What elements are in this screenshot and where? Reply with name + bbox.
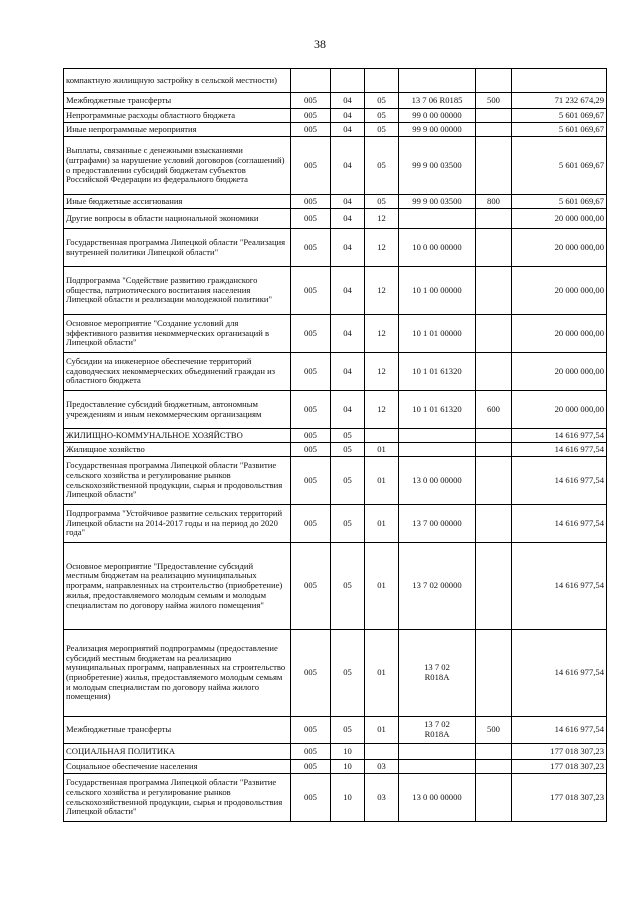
row-name: Непрограммные расходы областного бюджета [64, 109, 291, 123]
row-expense-type [476, 123, 512, 137]
row-expense-type [476, 505, 512, 543]
row-expense-type [476, 315, 512, 353]
row-ved-code: 005 [291, 717, 331, 744]
row-amount: 14 616 977,54 [512, 543, 607, 630]
row-amount: 20 000 000,00 [512, 353, 607, 391]
row-ved-code: 005 [291, 760, 331, 774]
row-ved-code: 005 [291, 630, 331, 717]
row-amount: 5 601 069,67 [512, 195, 607, 209]
row-target-code: 99 9 00 03500 [399, 137, 476, 195]
table-row [64, 505, 607, 543]
table-row [64, 109, 607, 123]
row-target-code [399, 760, 476, 774]
table-row [64, 429, 607, 443]
row-ved-code: 005 [291, 543, 331, 630]
row-section-code: 04 [331, 391, 365, 429]
row-expense-type: 600 [476, 391, 512, 429]
row-subsection-code: 01 [365, 630, 399, 717]
row-amount: 71 232 674,29 [512, 93, 607, 109]
row-expense-type [476, 353, 512, 391]
row-name: Государственная программа Липецкой области "Реализация внутренней политики Липецкой области" [64, 229, 291, 267]
row-expense-type [476, 744, 512, 760]
table-row [64, 209, 607, 229]
row-ved-code: 005 [291, 443, 331, 457]
row-name: ЖИЛИЩНО-КОММУНАЛЬНОЕ ХОЗЯЙСТВО [64, 429, 291, 443]
row-name: Межбюджетные трансферты [64, 93, 291, 109]
row-name: Подпрограмма "Устойчивое развитие сельских территорий Липецкой области на 2014-2017 годы и на период до 2020 года" [64, 505, 291, 543]
row-ved-code: 005 [291, 93, 331, 109]
row-section-code: 10 [331, 760, 365, 774]
row-expense-type [476, 457, 512, 505]
row-section-code: 04 [331, 123, 365, 137]
row-subsection-code [365, 744, 399, 760]
row-target-code: 10 0 00 00000 [399, 229, 476, 267]
row-section-code: 05 [331, 543, 365, 630]
row-ved-code: 005 [291, 109, 331, 123]
row-subsection-code: 05 [365, 137, 399, 195]
row-target-code: 10 1 01 61320 [399, 353, 476, 391]
table-row [64, 315, 607, 353]
row-expense-type [476, 630, 512, 717]
page-number: 38 [314, 37, 326, 51]
row-name: СОЦИАЛЬНАЯ ПОЛИТИКА [64, 744, 291, 760]
row-amount [512, 69, 607, 93]
table-row [64, 69, 607, 93]
row-name: Иные бюджетные ассигнования [64, 195, 291, 209]
row-subsection-code: 12 [365, 315, 399, 353]
row-subsection-code: 01 [365, 717, 399, 744]
table-row [64, 760, 607, 774]
row-target-code [399, 69, 476, 93]
row-ved-code: 005 [291, 744, 331, 760]
table-row [64, 93, 607, 109]
row-name: компактную жилищную застройку в сельской местности) [64, 69, 291, 93]
row-target-code [399, 209, 476, 229]
row-amount: 14 616 977,54 [512, 457, 607, 505]
row-amount: 20 000 000,00 [512, 229, 607, 267]
table-row [64, 717, 607, 744]
row-ved-code: 005 [291, 774, 331, 822]
row-section-code: 04 [331, 267, 365, 315]
row-target-code: 99 9 00 00000 [399, 123, 476, 137]
table-row [64, 457, 607, 505]
row-expense-type [476, 760, 512, 774]
row-expense-type [476, 774, 512, 822]
row-section-code: 04 [331, 229, 365, 267]
row-target-code: 10 1 01 00000 [399, 315, 476, 353]
row-target-code: 13 0 00 00000 [399, 774, 476, 822]
row-subsection-code: 01 [365, 443, 399, 457]
row-subsection-code: 05 [365, 109, 399, 123]
table-row [64, 267, 607, 315]
row-target-code: 13 7 00 00000 [399, 505, 476, 543]
row-target-code: 10 1 01 61320 [399, 391, 476, 429]
row-name: Подпрограмма "Содействие развитию гражданского общества, патриотического воспитания населения Липецкой области и реализации молодежной политики" [64, 267, 291, 315]
row-amount: 14 616 977,54 [512, 505, 607, 543]
row-subsection-code: 05 [365, 93, 399, 109]
row-name: Основное мероприятие "Предоставление субсидий местным бюджетам на реализацию муниципальных программ, направленных на строительство (приобретение) жилья, предоставляемого молодым семьям и молодым специалистам по договору найма жилого помещения" [64, 543, 291, 630]
row-ved-code: 005 [291, 137, 331, 195]
row-amount: 14 616 977,54 [512, 630, 607, 717]
row-amount: 177 018 307,23 [512, 774, 607, 822]
row-amount: 14 616 977,54 [512, 717, 607, 744]
row-amount: 14 616 977,54 [512, 429, 607, 443]
row-target-code: 13 0 00 00000 [399, 457, 476, 505]
row-name: Государственная программа Липецкой области "Развитие сельского хозяйства и регулирование рынков сельскохозяйственной продукции, сырья и продовольствия Липецкой области" [64, 457, 291, 505]
row-amount: 5 601 069,67 [512, 123, 607, 137]
row-name: Иные непрограммные мероприятия [64, 123, 291, 137]
row-section-code: 04 [331, 353, 365, 391]
row-ved-code: 005 [291, 209, 331, 229]
row-amount: 177 018 307,23 [512, 760, 607, 774]
row-ved-code: 005 [291, 267, 331, 315]
row-ved-code: 005 [291, 505, 331, 543]
row-amount: 5 601 069,67 [512, 137, 607, 195]
table-row [64, 543, 607, 630]
row-amount: 177 018 307,23 [512, 744, 607, 760]
row-subsection-code: 01 [365, 505, 399, 543]
row-expense-type [476, 443, 512, 457]
row-name: Субсидии на инженерное обеспечение территорий садоводческих некоммерческих объединений граждан из областного бюджета [64, 353, 291, 391]
row-ved-code: 005 [291, 429, 331, 443]
row-target-code: 13 7 02 00000 [399, 543, 476, 630]
table-row [64, 744, 607, 760]
table-row [64, 630, 607, 717]
row-target-code: 99 9 00 03500 [399, 195, 476, 209]
row-section-code: 04 [331, 109, 365, 123]
row-amount: 5 601 069,67 [512, 109, 607, 123]
row-section-code: 10 [331, 744, 365, 760]
row-expense-type: 800 [476, 195, 512, 209]
row-subsection-code [365, 429, 399, 443]
row-amount: 14 616 977,54 [512, 443, 607, 457]
row-expense-type: 500 [476, 93, 512, 109]
row-section-code: 05 [331, 717, 365, 744]
row-expense-type [476, 267, 512, 315]
table-row [64, 123, 607, 137]
row-subsection-code: 01 [365, 543, 399, 630]
row-subsection-code: 12 [365, 353, 399, 391]
row-subsection-code: 12 [365, 209, 399, 229]
row-ved-code [291, 69, 331, 93]
row-target-code [399, 744, 476, 760]
row-name: Основное мероприятие "Создание условий для эффективного развития некоммерческих организаций в Липецкой области" [64, 315, 291, 353]
row-name: Государственная программа Липецкой области "Развитие сельского хозяйства и регулирование рынков сельскохозяйственной продукции, сырья и продовольствия Липецкой области" [64, 774, 291, 822]
row-subsection-code: 12 [365, 267, 399, 315]
row-section-code: 04 [331, 137, 365, 195]
row-ved-code: 005 [291, 353, 331, 391]
row-ved-code: 005 [291, 391, 331, 429]
row-target-code: 13 7 02 R018A [399, 630, 476, 717]
row-expense-type [476, 109, 512, 123]
table-row [64, 195, 607, 209]
row-name: Социальное обеспечение населения [64, 760, 291, 774]
row-amount: 20 000 000,00 [512, 391, 607, 429]
row-expense-type [476, 229, 512, 267]
table-row [64, 443, 607, 457]
row-subsection-code: 03 [365, 760, 399, 774]
row-section-code: 05 [331, 443, 365, 457]
row-target-code [399, 429, 476, 443]
row-name: Реализация мероприятий подпрограммы (предоставление субсидий местным бюджетам на реализацию муниципальных программ, направленных на строительство (приобретение) жилья, предоставляемого молодым семьям и молодым специалистам по договору найма жилого помещения) [64, 630, 291, 717]
row-subsection-code: 12 [365, 391, 399, 429]
row-target-code [399, 443, 476, 457]
row-subsection-code: 05 [365, 195, 399, 209]
table-row [64, 353, 607, 391]
row-expense-type: 500 [476, 717, 512, 744]
table-row [64, 391, 607, 429]
table-row [64, 137, 607, 195]
row-target-code: 13 7 06 R0185 [399, 93, 476, 109]
row-ved-code: 005 [291, 229, 331, 267]
row-target-code: 10 1 00 00000 [399, 267, 476, 315]
row-amount: 20 000 000,00 [512, 209, 607, 229]
row-amount: 20 000 000,00 [512, 267, 607, 315]
table-row [64, 774, 607, 822]
row-name: Межбюджетные трансферты [64, 717, 291, 744]
row-ved-code: 005 [291, 315, 331, 353]
row-section-code [331, 69, 365, 93]
row-section-code: 04 [331, 209, 365, 229]
row-expense-type [476, 209, 512, 229]
row-subsection-code [365, 69, 399, 93]
row-name: Жилищное хозяйство [64, 443, 291, 457]
row-subsection-code: 12 [365, 229, 399, 267]
row-target-code: 13 7 02 R018A [399, 717, 476, 744]
row-subsection-code: 01 [365, 457, 399, 505]
row-name: Предоставление субсидий бюджетным, автономным учреждениям и иным некоммерческим организациям [64, 391, 291, 429]
row-section-code: 05 [331, 505, 365, 543]
budget-table [63, 68, 607, 822]
row-subsection-code: 03 [365, 774, 399, 822]
row-target-code: 99 0 00 00000 [399, 109, 476, 123]
table-row [64, 229, 607, 267]
row-section-code: 04 [331, 93, 365, 109]
row-section-code: 04 [331, 315, 365, 353]
row-expense-type [476, 543, 512, 630]
row-expense-type [476, 429, 512, 443]
row-section-code: 05 [331, 429, 365, 443]
row-amount: 20 000 000,00 [512, 315, 607, 353]
row-section-code: 10 [331, 774, 365, 822]
row-name: Другие вопросы в области национальной экономики [64, 209, 291, 229]
row-expense-type [476, 137, 512, 195]
row-ved-code: 005 [291, 195, 331, 209]
row-subsection-code: 05 [365, 123, 399, 137]
row-ved-code: 005 [291, 457, 331, 505]
row-section-code: 05 [331, 457, 365, 505]
row-section-code: 05 [331, 630, 365, 717]
row-section-code: 04 [331, 195, 365, 209]
row-expense-type [476, 69, 512, 93]
row-ved-code: 005 [291, 123, 331, 137]
row-name: Выплаты, связанные с денежными взысканиями (штрафами) за нарушение условий договоров (соглашений) о предоставлении субсидий бюджетам субъектов Российской Федерации из федерального бюджета [64, 137, 291, 195]
